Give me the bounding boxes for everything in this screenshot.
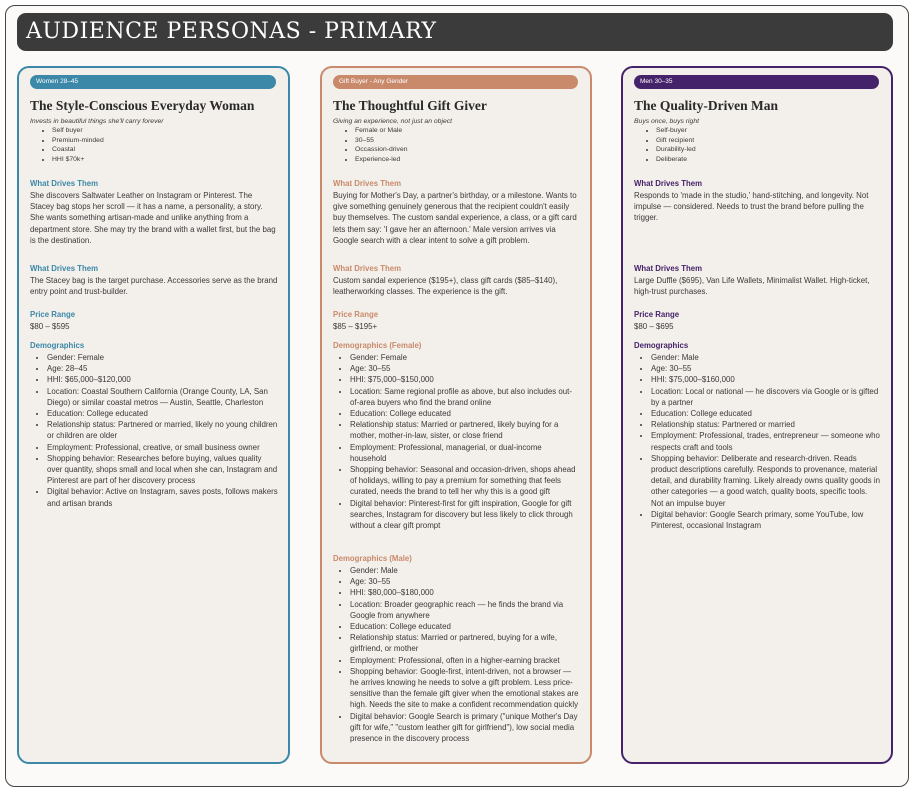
tag-item: • Female or Male bbox=[355, 126, 578, 136]
price-section bbox=[634, 310, 881, 332]
tag-item: • Self buyer bbox=[52, 126, 276, 136]
section-heading: What Drives Them bbox=[30, 264, 99, 273]
demographic-item: • Shopping behavior: Deliberate and research-driven. Reads product descriptions carefully. Responds to provenance, material detail, and durability framing. Likely already owns quality goods in other categories — a good watch, quality boots, specific tools. Not an impulse buyer bbox=[651, 453, 881, 509]
price-value: $85 – $195+ bbox=[333, 322, 378, 331]
tag-item: • HHI $70k+ bbox=[52, 155, 276, 165]
demographic-item: • Digital behavior: Pinterest-first for gift inspiration, Google for gift searches, Instagram for discovery but less likely to click through without a clear gift prompt bbox=[350, 498, 580, 532]
price-section bbox=[30, 310, 278, 332]
tag-item: • Gift recipient bbox=[656, 136, 879, 146]
demographics-female-section bbox=[333, 341, 580, 531]
demographics-list bbox=[333, 352, 580, 531]
drives-section-2 bbox=[30, 264, 278, 297]
section-heading: Demographics (Female) bbox=[333, 341, 422, 350]
tag-item: • Experience-led bbox=[355, 155, 578, 165]
demographic-item: • Education: College educated bbox=[47, 408, 278, 419]
demographics-male-section bbox=[333, 554, 580, 744]
persona-title: The Thoughtful Gift Giver bbox=[333, 98, 487, 113]
demographic-item: • Employment: Professional, managerial, or dual-income household bbox=[350, 442, 580, 464]
persona-card-gift-giver bbox=[320, 66, 592, 764]
demographic-item: • HHI: $75,000–$160,000 bbox=[651, 374, 881, 385]
tag-item: • Self-buyer bbox=[656, 126, 879, 136]
persona-badge: Men 30–35 bbox=[634, 75, 879, 89]
demographic-item: • Relationship status: Partnered or married bbox=[651, 419, 881, 430]
demographic-item: • Age: 28–45 bbox=[47, 363, 278, 374]
demographic-item: • Location: Same regional profile as above, but also includes out-of-area buyers who find the brand online bbox=[350, 386, 580, 408]
demographic-item: • Shopping behavior: Seasonal and occasion-driven, shops ahead of holidays, willing to pay a premium for something that feels curated, needs the brand to tell her why this is a good gift bbox=[350, 464, 580, 498]
drives-section bbox=[634, 179, 881, 224]
demographic-item: • Digital behavior: Google Search is primary ("unique Mother's Day gift for wife," "custom leather gift for girlfriend"), low social media presence in the discovery process bbox=[350, 711, 580, 745]
tag-item: • Coastal bbox=[52, 145, 276, 155]
persona-tags bbox=[333, 126, 578, 164]
section-text: Custom sandal experience ($195+), class gift cards ($85–$140), leatherworking classes. The experience is the gift. bbox=[333, 276, 558, 297]
demographic-item: • Gender: Female bbox=[47, 352, 278, 363]
section-text: Responds to 'made in the studio,' hand-stitching, and longevity. Not impulse — considered. Needs to trust the brand before pulling the trigger. bbox=[634, 191, 869, 223]
tag-item: • 30–55 bbox=[355, 136, 578, 146]
demographic-item: • Relationship status: Married or partnered, likely buying for a mother, mother-in-law, sister, or close friend bbox=[350, 419, 580, 441]
section-heading: Price Range bbox=[30, 310, 76, 319]
section-heading: Price Range bbox=[333, 310, 379, 319]
tag-item: • Premium-minded bbox=[52, 136, 276, 146]
section-heading: Demographics bbox=[30, 341, 85, 350]
demographic-item: • Gender: Male bbox=[350, 565, 580, 576]
demographic-item: • Education: College educated bbox=[350, 408, 580, 419]
demographic-item: • Education: College educated bbox=[350, 621, 580, 632]
persona-tagline: Giving an experience, not just an object bbox=[333, 118, 453, 125]
section-heading: What Drives Them bbox=[30, 179, 99, 188]
persona-badge: Gift Buyer - Any Gender bbox=[333, 75, 578, 89]
demographics-list bbox=[30, 352, 278, 509]
demographic-item: • HHI: $80,000–$180,000 bbox=[350, 587, 580, 598]
demographic-item: • Shopping behavior: Researches before buying, values quality over quantity, shops small and local when she can, Instagram and Pinterest are part of her discovery process bbox=[47, 453, 278, 487]
demographic-item: • Employment: Professional, creative, or small business owner bbox=[47, 442, 278, 453]
persona-card-quality-man bbox=[621, 66, 893, 764]
demographic-item: • HHI: $75,000–$150,000 bbox=[350, 374, 580, 385]
demographic-item: • Employment: Professional, often in a higher-earning bracket bbox=[350, 655, 580, 666]
persona-title: The Quality-Driven Man bbox=[634, 98, 778, 113]
price-section bbox=[333, 310, 580, 332]
drives-section-2 bbox=[333, 264, 580, 297]
demographics-section bbox=[30, 341, 278, 509]
persona-tags bbox=[30, 126, 276, 164]
tag-item: • Occassion-driven bbox=[355, 145, 578, 155]
demographic-item: • Age: 30–55 bbox=[651, 363, 881, 374]
section-heading: What Drives Them bbox=[634, 264, 703, 273]
demographic-item: • Gender: Male bbox=[651, 352, 881, 363]
page-header bbox=[17, 13, 893, 51]
demographic-item: • Relationship status: Married or partnered, buying for a wife, girlfriend, or mother bbox=[350, 632, 580, 654]
persona-badge: Women 28–45 bbox=[30, 75, 276, 89]
drives-section bbox=[30, 179, 278, 246]
demographic-item: • Gender: Female bbox=[350, 352, 580, 363]
section-heading: What Drives Them bbox=[634, 179, 703, 188]
demographic-item: • Relationship status: Partnered or married, likely no young children or children are older bbox=[47, 419, 278, 441]
persona-card-everyday-woman bbox=[17, 66, 290, 764]
drives-section-2 bbox=[634, 264, 881, 297]
demographics-list bbox=[634, 352, 881, 531]
section-heading: Demographics (Male) bbox=[333, 554, 412, 563]
persona-title: The Style-Conscious Everyday Woman bbox=[30, 98, 255, 113]
demographic-item: • Digital behavior: Google Search primary, some YouTube, low Pinterest, occasional Instagram bbox=[651, 509, 881, 531]
page-title: AUDIENCE PERSONAS - PRIMARY bbox=[26, 19, 437, 44]
section-heading: Price Range bbox=[634, 310, 680, 319]
persona-tags bbox=[634, 126, 879, 164]
drives-section bbox=[333, 179, 580, 246]
section-text: The Stacey bag is the target purchase. Accessories serve as the brand entry point and trust-builder. bbox=[30, 276, 278, 297]
demographic-item: • Shopping behavior: Google-first, intent-driven, not a browser — he arrives knowing he needs to solve a gift problem. Less price-sensitive than the female gift giver when the emotional stakes are high. Needs the site to make a confident recommendation quickly bbox=[350, 666, 580, 711]
demographic-item: • HHI: $65,000–$120,000 bbox=[47, 374, 278, 385]
demographic-item: • Location: Broader geographic reach — he finds the brand via Google from anywhere bbox=[350, 599, 580, 621]
demographic-item: • Location: Local or national — he discovers via Google or is gifted by a partner bbox=[651, 386, 881, 408]
section-text: Buying for Mother's Day, a partner's birthday, or a milestone. Wants to give something genuinely generous that the recipient couldn't easily buy themselves. The custom sandal experience, a class, or a gift card lets them say: 'I gave her an afternoon.' Male version arrives via Google search with a clear intent to solve a gift problem. bbox=[333, 191, 577, 245]
section-heading: Demographics bbox=[634, 341, 689, 350]
demographic-item: • Age: 30–55 bbox=[350, 576, 580, 587]
demographics-list bbox=[333, 565, 580, 744]
section-text: She discovers Saltwater Leather on Instagram or Pinterest. The Stacey bag stops her scroll — it has a name, a personality, a story. She wants something artisan-made and unlike anything from a department store. She may try the brand with a wallet first, but the bag is the destination. bbox=[30, 191, 276, 245]
demographic-item: • Education: College educated bbox=[651, 408, 881, 419]
demographic-item: • Location: Coastal Southern California (Orange County, LA, San Diego) or similar coastal metros — Austin, Seattle, Charleston bbox=[47, 386, 278, 408]
section-text: Large Duffle ($695), Van Life Wallets, Minimalist Wallet. High-ticket, high-trust purchases. bbox=[634, 276, 870, 297]
section-heading: What Drives Them bbox=[333, 179, 402, 188]
persona-tagline: Invests in beautiful things she'll carry forever bbox=[30, 118, 164, 125]
tag-item: • Deliberate bbox=[656, 155, 879, 165]
price-value: $80 – $695 bbox=[634, 322, 674, 331]
demographic-item: • Employment: Professional, trades, entrepreneur — someone who respects craft and tools bbox=[651, 430, 881, 452]
demographics-section bbox=[634, 341, 881, 531]
tag-item: • Durability-led bbox=[656, 145, 879, 155]
demographic-item: • Age: 30–55 bbox=[350, 363, 580, 374]
section-heading: What Drives Them bbox=[333, 264, 402, 273]
persona-tagline: Buys once, buys right bbox=[634, 118, 699, 125]
price-value: $80 – $595 bbox=[30, 322, 70, 331]
demographic-item: • Digital behavior: Active on Instagram, saves posts, follows makers and artisan brands bbox=[47, 486, 278, 508]
